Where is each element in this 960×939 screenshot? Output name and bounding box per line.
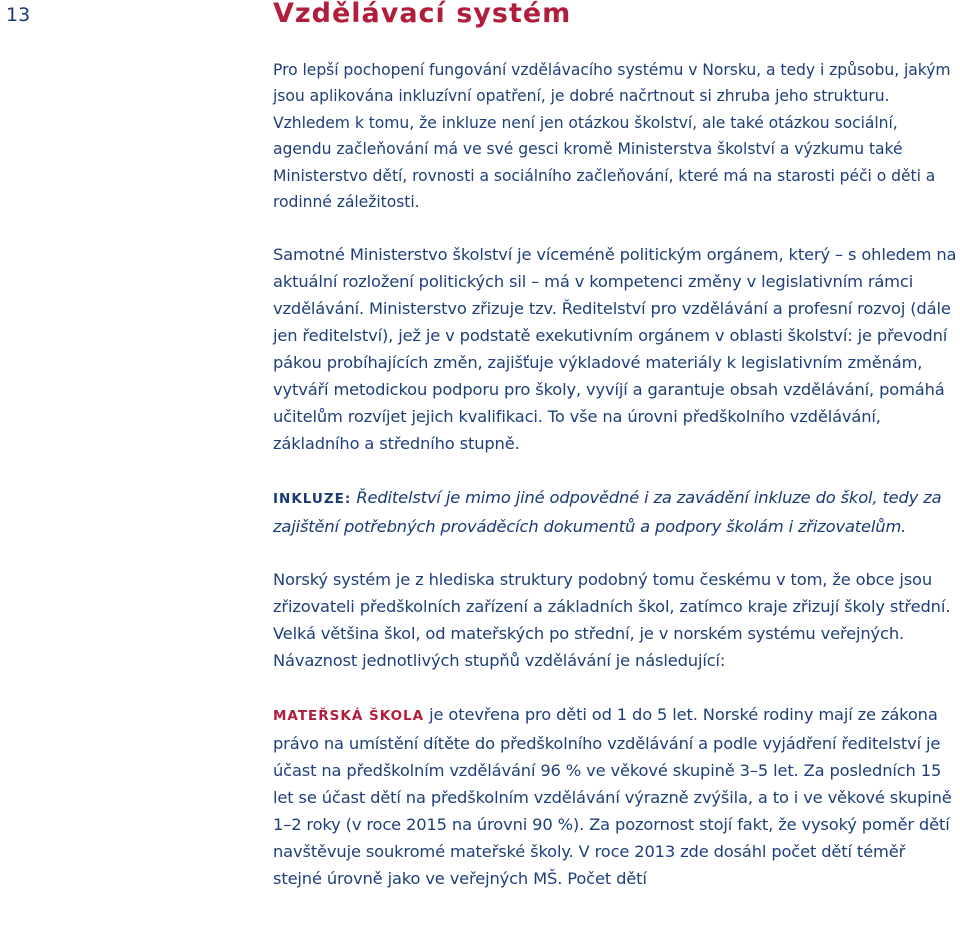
kindergarten-label: MATEŘSKÁ ŠKOLA: [273, 708, 425, 725]
system-paragraph: Norský systém je z hlediska struktury podobný tomu českému v tom, že obce jsou zřizovateli předškolních zařízení a základních škol, zatímco kraje zřizují školy střední. Velká většina škol, od mateřských po střední, je v norském systému veřejných. Návaznost jednotlivých stupňů vzdělávání je následující:: [273, 570, 951, 671]
page-content: [273, 57, 958, 892]
intro-paragraph: Pro lepší pochopení fungování vzdělávacího systému v Norsku, a tedy i způsobu, jakým jsou aplikována inkluzívní opatření, je dobré načrtnout si zhruba jeho strukturu. Vzhledem k tomu, že inkluze není jen otázkou školství, ale také otázkou sociální, agendu začleňování má ve své gesci kromě Ministerstva školství a výzkumu také Ministerstvo dětí, rovnosti a sociálního začleňování, které má na starosti péči o děti a rodinné záležitosti.: [273, 61, 951, 212]
kindergarten-text: je otevřena pro děti od 1 do 5 let. Norské rodiny mají ze zákona právo na umístění dítěte do předškolního vzdělávání a podle vyjádření ředitelství je účast na předškolním vzdělávání 96 % ve věkové skupině 3–5 let. Za posledních 15 let se účast dětí na předškolním vzdělávání výrazně zvýšila, a to i ve věkové skupině 1–2 roky (v roce 2015 na úrovni 90 %). Za pozornost stojí fakt, že vysoký poměr dětí navštěvuje soukromé mateřské školy. V roce 2013 zde dosáhl počet dětí téměř stejné úrovně jako ve veřejných MŠ. Počet dětí: [273, 705, 952, 889]
page-title: Vzdělávací systém: [273, 0, 572, 29]
inclusion-label: INKLUZE:: [273, 491, 352, 508]
page-number: 13: [6, 4, 31, 26]
inclusion-paragraph: [273, 484, 958, 540]
kindergarten-paragraph: [273, 701, 958, 892]
inclusion-text: Ředitelství je mimo jiné odpovědné i za zavádění inkluze do škol, tedy za zajištění potřebných prováděcích dokumentů a podpory školám i zřizovatelům.: [273, 488, 942, 537]
ministry-paragraph: Samotné Ministerstvo školství je víceméně politickým orgánem, který – s ohledem na aktuální rozložení politických sil – má v kompetenci změny v legislativním rámci vzdělávání. Ministerstvo zřizuje tzv. Ředitelství pro vzdělávání a profesní rozvoj (dále jen ředitelství), jež je v podstatě exekutivním orgánem v oblasti školství: je převodní pákou probíhajících změn, zajišťuje výkladové materiály k legislativním změnám, vytváří metodickou podporu pro školy, vyvíjí a garantuje obsah vzdělávání, pomáhá učitelům rozvíjet jejich kvalifikaci. To vše na úrovni předškolního vzdělávání, základního a středního stupně.: [273, 245, 957, 454]
